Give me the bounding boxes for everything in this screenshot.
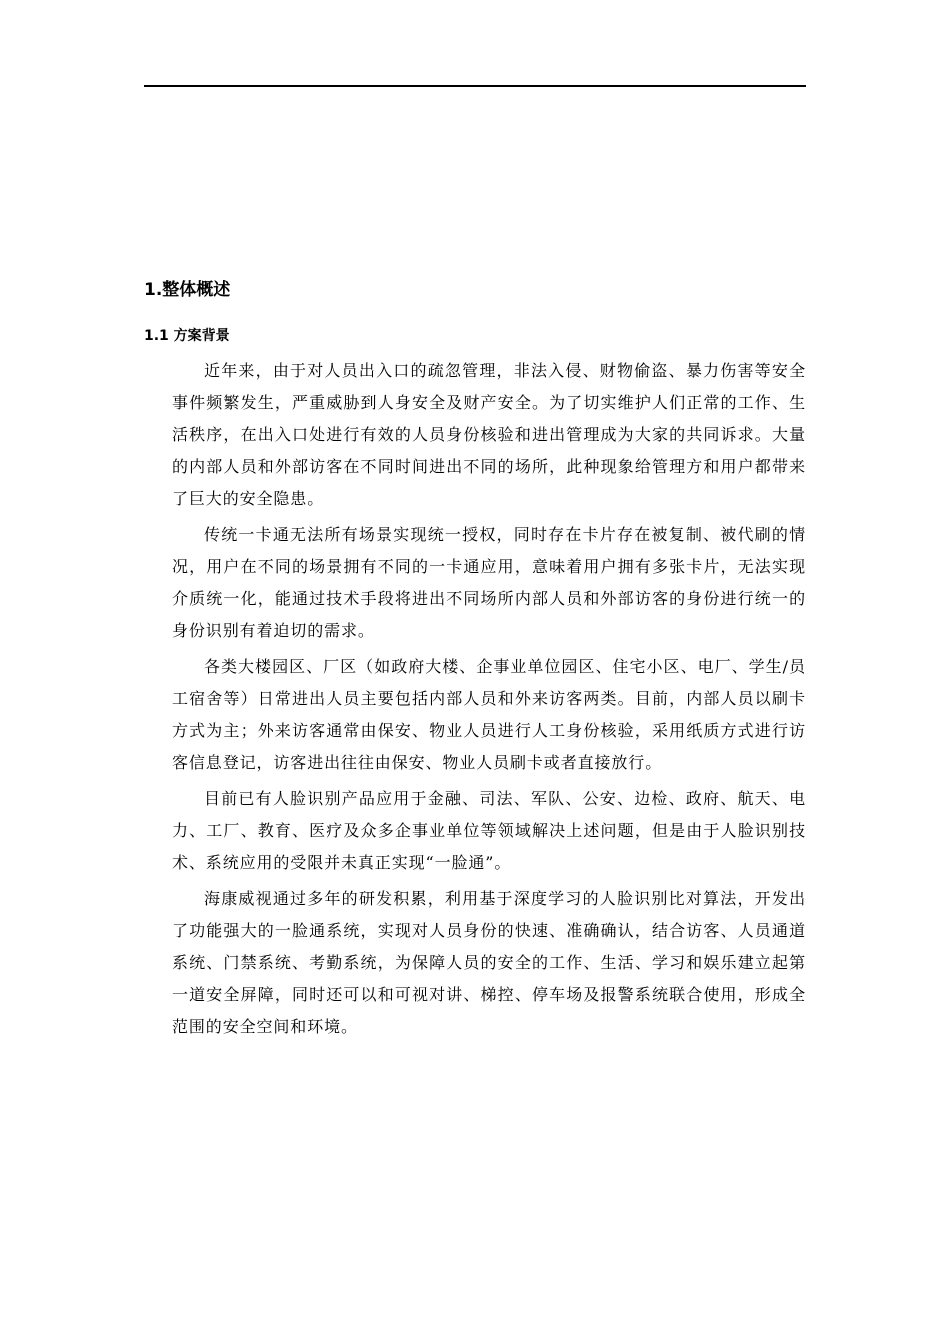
paragraph-traditional-card: 传统一卡通无法所有场景实现统一授权，同时存在卡片存在被复制、被代刷的情况，用户在不同的场景拥有不同的一卡通应用，意味着用户拥有多张卡片，无法实现介质统一化，能通过技术手段将进出不同场所内部人员和外部访客的身份进行统一的身份识别有着迫切的需求。 [172, 525, 806, 640]
paragraph-hikvision-system: 海康威视通过多年的研发积累，利用基于深度学习的人脸识别比对算法，开发出了功能强大的一脸通系统，实现对人员身份的快速、准确确认，结合访客、人员通道系统、门禁系统、考勤系统，为保障人员的安全的工作、生活、学习和娱乐建立起第一道安全屏障，同时还可以和可视对讲、梯控、停车场及报警系统联合使用，形成全范围的安全空间和环境。 [172, 889, 806, 1036]
body-text [172, 355, 806, 1047]
subsection-heading: 1.1 方案背景 [144, 328, 230, 344]
paragraph-face-recognition: 目前已有人脸识别产品应用于金融、司法、军队、公安、边检、政府、航天、电力、工厂、教育、医疗及众多企事业单位等领域解决上述问题，但是由于人脸识别技术、系统应用的受限并未真正实现“一脸通”。 [172, 789, 806, 872]
paragraph-background: 近年来，由于对人员出入口的疏忽管理，非法入侵、财物偷盗、暴力伤害等安全事件频繁发生，严重威胁到人身安全及财产安全。为了切实维护人们正常的工作、生活秩序，在出入口处进行有效的人员身份核验和进出管理成为大家的共同诉求。大量的内部人员和外部访客在不同时间进出不同的场所，此种现象给管理方和用户都带来了巨大的安全隐患。 [172, 361, 806, 508]
paragraph-campus-access: 各类大楼园区、厂区（如政府大楼、企事业单位园区、住宅小区、电厂、学生/员工宿舍等）日常进出人员主要包括内部人员和外来访客两类。目前，内部人员以刷卡方式为主；外来访客通常由保安、物业人员进行人工身份核验，采用纸质方式进行访客信息登记，访客进出往往由保安、物业人员刷卡或者直接放行。 [172, 657, 806, 772]
section-heading: 1.整体概述 [144, 280, 231, 300]
header-rule [144, 85, 806, 87]
